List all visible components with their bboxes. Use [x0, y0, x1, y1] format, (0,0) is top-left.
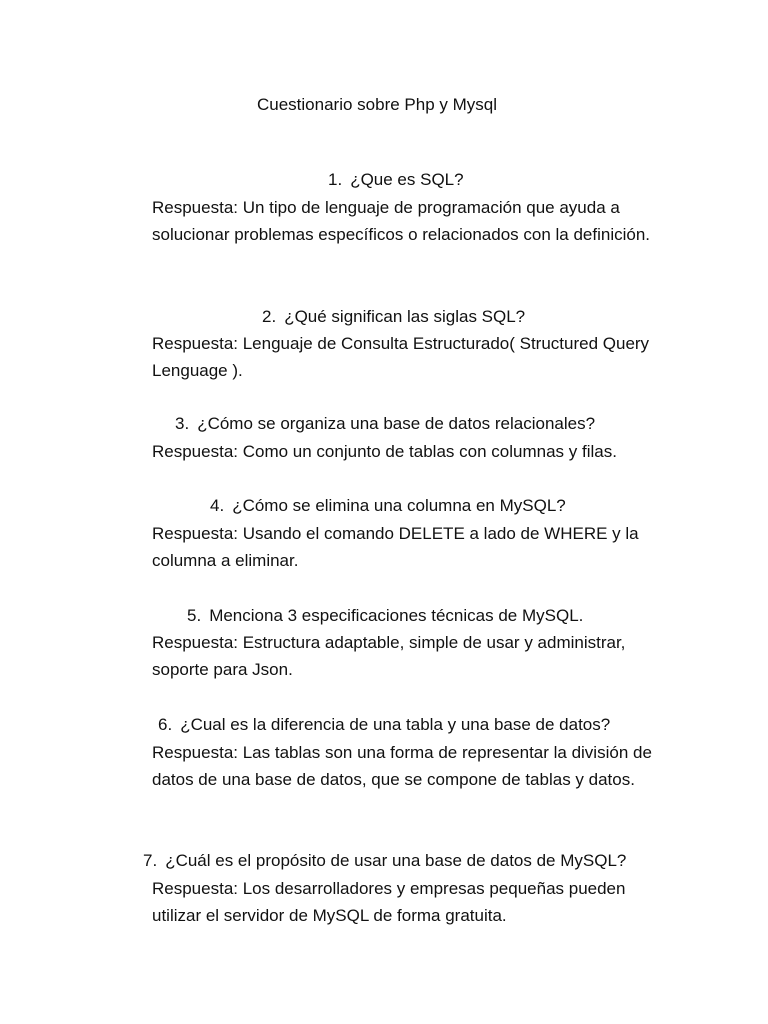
question-text: ¿Cómo se organiza una base de datos relacionales? [197, 414, 596, 433]
question-text: ¿Cómo se elimina una columna en MySQL? [232, 496, 566, 515]
question-2 [262, 304, 525, 330]
question-number: 7. [143, 851, 158, 870]
document-title: Cuestionario sobre Php y Mysql [257, 95, 498, 114]
question-7 [143, 848, 626, 874]
question-text: Menciona 3 especificaciones técnicas de MySQL. [209, 606, 584, 625]
question-number: 5. [187, 606, 202, 625]
question-number: 2. [262, 307, 277, 326]
answer-4: Respuesta: Usando el comando DELETE a lado de WHERE y la columna a eliminar. [152, 524, 639, 570]
question-text: ¿Que es SQL? [350, 170, 464, 189]
answer-3: Respuesta: Como un conjunto de tablas con columnas y filas. [152, 442, 617, 461]
question-number: 3. [175, 414, 190, 433]
answer-1: Respuesta: Un tipo de lenguaje de programación que ayuda a solucionar problemas específicos o relacionados con la definición. [152, 198, 651, 244]
question-1 [328, 167, 464, 193]
question-6 [158, 712, 610, 738]
question-text: ¿Qué significan las siglas SQL? [284, 307, 526, 326]
question-3 [175, 411, 595, 437]
answer-5: Respuesta: Estructura adaptable, simple de usar y administrar, soporte para Json. [152, 633, 626, 679]
question-4 [210, 493, 566, 519]
question-text: ¿Cual es la diferencia de una tabla y una base de datos? [180, 715, 611, 734]
question-number: 1. [328, 170, 343, 189]
answer-6: Respuesta: Las tablas son una forma de representar la división de datos de una base de datos, que se compone de tablas y datos. [152, 743, 652, 789]
answer-2: Respuesta: Lenguaje de Consulta Estructurado( Structured Query Lenguage ). [152, 334, 650, 380]
question-5 [187, 603, 583, 629]
question-number: 6. [158, 715, 173, 734]
question-number: 4. [210, 496, 225, 515]
question-text: ¿Cuál es el propósito de usar una base de datos de MySQL? [165, 851, 627, 870]
answer-7: Respuesta: Los desarrolladores y empresas pequeñas pueden utilizar el servidor de MySQL de forma gratuita. [152, 879, 626, 925]
